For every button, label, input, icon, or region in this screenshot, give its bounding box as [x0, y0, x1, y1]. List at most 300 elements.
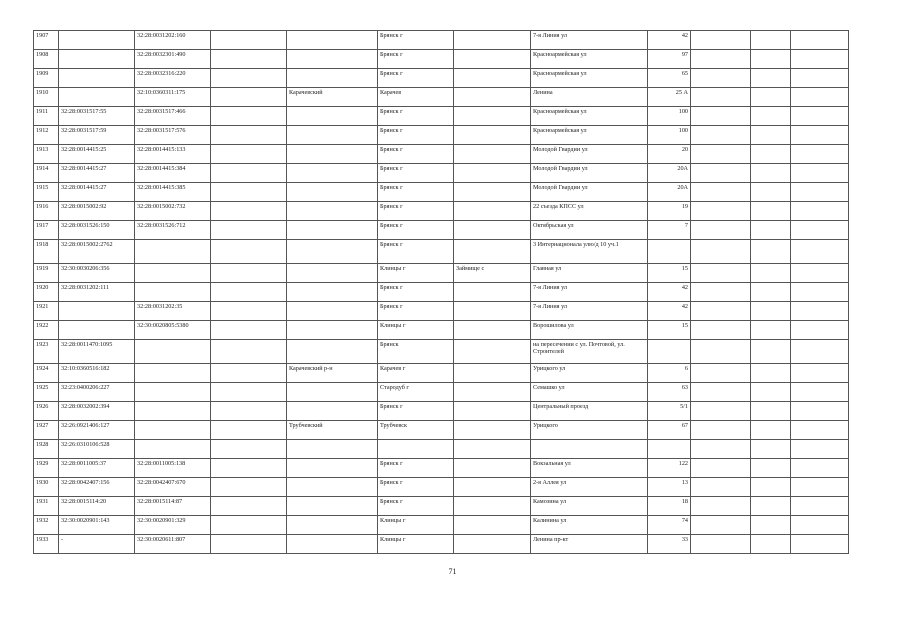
cadastral-number-building-cell: 32:28:0014415:133: [135, 145, 211, 164]
settlement-cell: Брянск г: [378, 145, 454, 164]
cadastral-number-building-cell: 32:30:0020901:329: [135, 516, 211, 535]
locality-cell: [454, 497, 531, 516]
extra-column-cell: [751, 264, 791, 283]
locality-cell: [454, 31, 531, 50]
cadastral-number-land-cell: 32:28:0011470:1095: [59, 340, 135, 364]
settlement-cell: [378, 440, 454, 459]
extra-column-cell: [791, 88, 849, 107]
extra-column-cell: [791, 202, 849, 221]
empty-column-cell: [211, 264, 287, 283]
extra-column-cell: [691, 440, 751, 459]
district-cell: [287, 302, 378, 321]
settlement-cell: Брянск г: [378, 283, 454, 302]
district-cell: [287, 69, 378, 88]
cadastral-number-land-cell: 32:26:0310106:528: [59, 440, 135, 459]
extra-column-cell: [691, 321, 751, 340]
extra-column-cell: [751, 478, 791, 497]
extra-column-cell: [691, 478, 751, 497]
extra-column-cell: [691, 459, 751, 478]
street-cell: [531, 440, 648, 459]
house-number-cell: 7: [648, 221, 691, 240]
extra-column-cell: [791, 459, 849, 478]
district-cell: [287, 264, 378, 283]
cadastral-number-land-cell: [59, 69, 135, 88]
district-cell: [287, 459, 378, 478]
row-number-cell: 1910: [34, 88, 59, 107]
table-row: [34, 478, 849, 497]
locality-cell: [454, 478, 531, 497]
extra-column-cell: [791, 264, 849, 283]
cadastral-number-building-cell: 32:10:0360311:175: [135, 88, 211, 107]
table-row: [34, 164, 849, 183]
row-number-cell: 1924: [34, 364, 59, 383]
empty-column-cell: [211, 88, 287, 107]
extra-column-cell: [691, 126, 751, 145]
street-cell: Красноармейская ул: [531, 107, 648, 126]
row-number-cell: 1917: [34, 221, 59, 240]
row-number-cell: 1915: [34, 183, 59, 202]
settlement-cell: Брянск г: [378, 31, 454, 50]
district-cell: [287, 31, 378, 50]
cadastral-number-land-cell: 32:28:0011005:37: [59, 459, 135, 478]
table-row: [34, 421, 849, 440]
extra-column-cell: [751, 535, 791, 554]
settlement-cell: Брянск г: [378, 107, 454, 126]
locality-cell: [454, 88, 531, 107]
row-number-cell: 1927: [34, 421, 59, 440]
extra-column-cell: [791, 164, 849, 183]
cadastral-number-land-cell: 32:28:0031202:111: [59, 283, 135, 302]
street-cell: Урицкого: [531, 421, 648, 440]
page-number: 71: [448, 567, 457, 576]
cadastral-number-building-cell: [135, 283, 211, 302]
row-number-cell: 1930: [34, 478, 59, 497]
extra-column-cell: [751, 221, 791, 240]
cadastral-number-land-cell: 32:28:0031517:55: [59, 107, 135, 126]
extra-column-cell: [751, 126, 791, 145]
street-cell: 3 Интернационала улю/д 10 уч.1: [531, 240, 648, 264]
row-number-cell: 1928: [34, 440, 59, 459]
locality-cell: [454, 50, 531, 69]
cadastral-number-building-cell: [135, 421, 211, 440]
street-cell: 7-я Линия ул: [531, 31, 648, 50]
table-row: [34, 364, 849, 383]
cadastral-number-land-cell: 32:28:0032002:394: [59, 402, 135, 421]
house-number-cell: [648, 240, 691, 264]
extra-column-cell: [751, 164, 791, 183]
extra-column-cell: [791, 50, 849, 69]
empty-column-cell: [211, 69, 287, 88]
house-number-cell: 42: [648, 302, 691, 321]
extra-column-cell: [791, 221, 849, 240]
settlement-cell: Клинцы г: [378, 535, 454, 554]
extra-column-cell: [751, 440, 791, 459]
house-number-cell: 122: [648, 459, 691, 478]
house-number-cell: 15: [648, 321, 691, 340]
street-cell: 7-я Линия ул: [531, 283, 648, 302]
empty-column-cell: [211, 421, 287, 440]
cadastral-number-land-cell: 32:28:0042407:156: [59, 478, 135, 497]
empty-column-cell: [211, 497, 287, 516]
house-number-cell: 42: [648, 31, 691, 50]
district-cell: [287, 497, 378, 516]
table-row: [34, 240, 849, 264]
table-row: [34, 302, 849, 321]
table-row: [34, 340, 849, 364]
locality-cell: [454, 340, 531, 364]
street-cell: Калинина ул: [531, 516, 648, 535]
street-cell: на пересечении с ул. Почтовой, ул. Строителей: [531, 340, 648, 364]
district-cell: [287, 321, 378, 340]
settlement-cell: Карачев г: [378, 364, 454, 383]
extra-column-cell: [791, 107, 849, 126]
extra-column-cell: [691, 69, 751, 88]
table-row: [34, 516, 849, 535]
house-number-cell: 97: [648, 50, 691, 69]
table-row: [34, 321, 849, 340]
extra-column-cell: [791, 321, 849, 340]
extra-column-cell: [751, 302, 791, 321]
cadastral-number-land-cell: 32:28:0015002:2762: [59, 240, 135, 264]
settlement-cell: Брянск г: [378, 69, 454, 88]
street-cell: Вокзальная ул: [531, 459, 648, 478]
cadastral-number-land-cell: 32:28:0014415:25: [59, 145, 135, 164]
extra-column-cell: [751, 340, 791, 364]
locality-cell: [454, 240, 531, 264]
house-number-cell: 20А: [648, 183, 691, 202]
extra-column-cell: [751, 402, 791, 421]
table-body: [34, 31, 849, 554]
table-row: [34, 183, 849, 202]
cadastral-number-land-cell: 32:28:0014415:27: [59, 183, 135, 202]
cadastral-number-land-cell: 32:30:0030206:356: [59, 264, 135, 283]
district-cell: [287, 50, 378, 69]
house-number-cell: 74: [648, 516, 691, 535]
row-number-cell: 1925: [34, 383, 59, 402]
district-cell: Карачевский р-н: [287, 364, 378, 383]
house-number-cell: 5/1: [648, 402, 691, 421]
empty-column-cell: [211, 50, 287, 69]
extra-column-cell: [791, 302, 849, 321]
extra-column-cell: [691, 302, 751, 321]
cadastral-number-building-cell: 32:28:0042407:670: [135, 478, 211, 497]
locality-cell: [454, 145, 531, 164]
table-row: [34, 107, 849, 126]
extra-column-cell: [751, 383, 791, 402]
cadastral-number-land-cell: 32:28:0031517:59: [59, 126, 135, 145]
street-cell: 2-я Аллея ул: [531, 478, 648, 497]
house-number-cell: 67: [648, 421, 691, 440]
table-row: [34, 88, 849, 107]
house-number-cell: 20: [648, 145, 691, 164]
locality-cell: [454, 459, 531, 478]
district-cell: [287, 535, 378, 554]
cadastral-number-building-cell: 32:28:0014415:384: [135, 164, 211, 183]
extra-column-cell: [751, 31, 791, 50]
row-number-cell: 1916: [34, 202, 59, 221]
extra-column-cell: [691, 283, 751, 302]
row-number-cell: 1926: [34, 402, 59, 421]
row-number-cell: 1907: [34, 31, 59, 50]
extra-column-cell: [691, 50, 751, 69]
cadastral-number-land-cell: 32:26:0921406:127: [59, 421, 135, 440]
extra-column-cell: [791, 402, 849, 421]
extra-column-cell: [751, 497, 791, 516]
extra-column-cell: [791, 421, 849, 440]
table-row: [34, 402, 849, 421]
settlement-cell: Брянск г: [378, 164, 454, 183]
house-number-cell: 6: [648, 364, 691, 383]
row-number-cell: 1918: [34, 240, 59, 264]
extra-column-cell: [751, 240, 791, 264]
district-cell: [287, 478, 378, 497]
extra-column-cell: [791, 364, 849, 383]
extra-column-cell: [751, 283, 791, 302]
district-cell: [287, 107, 378, 126]
district-cell: [287, 126, 378, 145]
street-cell: Главная ул: [531, 264, 648, 283]
table-row: [34, 221, 849, 240]
settlement-cell: Брянск г: [378, 50, 454, 69]
empty-column-cell: [211, 459, 287, 478]
extra-column-cell: [791, 69, 849, 88]
cadastral-number-land-cell: [59, 31, 135, 50]
locality-cell: [454, 321, 531, 340]
district-cell: [287, 402, 378, 421]
district-cell: [287, 283, 378, 302]
extra-column-cell: [691, 402, 751, 421]
settlement-cell: Брянск г: [378, 126, 454, 145]
extra-column-cell: [751, 69, 791, 88]
street-cell: Октябрьская ул: [531, 221, 648, 240]
house-number-cell: 100: [648, 126, 691, 145]
row-number-cell: 1923: [34, 340, 59, 364]
cadastral-number-building-cell: 32:28:0031517:466: [135, 107, 211, 126]
table-row: [34, 126, 849, 145]
table-row: [34, 264, 849, 283]
empty-column-cell: [211, 302, 287, 321]
empty-column-cell: [211, 31, 287, 50]
locality-cell: [454, 221, 531, 240]
table-row: [34, 31, 849, 50]
empty-column-cell: [211, 383, 287, 402]
table-row: [34, 440, 849, 459]
cadastral-number-building-cell: 32:28:0031202:160: [135, 31, 211, 50]
street-cell: Ленина пр-кт: [531, 535, 648, 554]
cadastral-number-building-cell: 32:30:0020805:5380: [135, 321, 211, 340]
settlement-cell: Брянск г: [378, 240, 454, 264]
locality-cell: [454, 183, 531, 202]
district-cell: [287, 202, 378, 221]
table-row: [34, 145, 849, 164]
cadastral-number-building-cell: 32:28:0015002:732: [135, 202, 211, 221]
cadastral-number-building-cell: 32:28:0015114:87: [135, 497, 211, 516]
cadastral-number-building-cell: [135, 240, 211, 264]
settlement-cell: Брянск г: [378, 497, 454, 516]
extra-column-cell: [791, 340, 849, 364]
settlement-cell: Клинцы г: [378, 321, 454, 340]
locality-cell: [454, 421, 531, 440]
locality-cell: [454, 283, 531, 302]
row-number-cell: 1921: [34, 302, 59, 321]
locality-cell: [454, 535, 531, 554]
cadastral-number-land-cell: 32:10:0360516:182: [59, 364, 135, 383]
row-number-cell: 1922: [34, 321, 59, 340]
district-cell: [287, 383, 378, 402]
extra-column-cell: [751, 202, 791, 221]
cadastral-number-land-cell: [59, 302, 135, 321]
cadastral-number-building-cell: 32:28:0032301:490: [135, 50, 211, 69]
settlement-cell: Клинцы г: [378, 516, 454, 535]
settlement-cell: Трубчевск: [378, 421, 454, 440]
house-number-cell: 19: [648, 202, 691, 221]
cadastral-number-land-cell: -: [59, 535, 135, 554]
cadastral-number-building-cell: 32:28:0032316:220: [135, 69, 211, 88]
table-row: [34, 69, 849, 88]
extra-column-cell: [751, 50, 791, 69]
street-cell: Молодой Гвардии ул: [531, 145, 648, 164]
street-cell: Урицкого ул: [531, 364, 648, 383]
extra-column-cell: [791, 478, 849, 497]
house-number-cell: 63: [648, 383, 691, 402]
cadastral-number-building-cell: 32:28:0014415:385: [135, 183, 211, 202]
extra-column-cell: [791, 240, 849, 264]
cadastral-number-land-cell: [59, 321, 135, 340]
empty-column-cell: [211, 321, 287, 340]
cadastral-number-building-cell: [135, 264, 211, 283]
row-number-cell: 1929: [34, 459, 59, 478]
table-row: [34, 50, 849, 69]
street-cell: 7-я Линия ул: [531, 302, 648, 321]
district-cell: Трубчевский: [287, 421, 378, 440]
settlement-cell: Клинцы г: [378, 264, 454, 283]
cadastral-number-building-cell: [135, 440, 211, 459]
extra-column-cell: [691, 221, 751, 240]
row-number-cell: 1914: [34, 164, 59, 183]
settlement-cell: Карачев: [378, 88, 454, 107]
empty-column-cell: [211, 402, 287, 421]
extra-column-cell: [691, 145, 751, 164]
table-row: [34, 283, 849, 302]
extra-column-cell: [691, 164, 751, 183]
extra-column-cell: [791, 383, 849, 402]
cadastral-number-land-cell: 32:28:0015002:92: [59, 202, 135, 221]
extra-column-cell: [691, 88, 751, 107]
cadastral-number-land-cell: [59, 88, 135, 107]
locality-cell: Займище с: [454, 264, 531, 283]
extra-column-cell: [791, 283, 849, 302]
empty-column-cell: [211, 340, 287, 364]
locality-cell: [454, 202, 531, 221]
empty-column-cell: [211, 202, 287, 221]
extra-column-cell: [791, 183, 849, 202]
cadastral-number-building-cell: [135, 340, 211, 364]
house-number-cell: 13: [648, 478, 691, 497]
settlement-cell: Брянск г: [378, 202, 454, 221]
house-number-cell: [648, 340, 691, 364]
street-cell: Молодой Гвардии ул: [531, 183, 648, 202]
street-cell: Ворошилова ул: [531, 321, 648, 340]
locality-cell: [454, 516, 531, 535]
extra-column-cell: [751, 145, 791, 164]
cadastral-number-land-cell: 32:23:0400206:227: [59, 383, 135, 402]
cadastral-number-land-cell: 32:30:0020901:143: [59, 516, 135, 535]
cadastral-number-building-cell: 32:28:0031517:576: [135, 126, 211, 145]
settlement-cell: Брянск г: [378, 478, 454, 497]
table-row: [34, 459, 849, 478]
extra-column-cell: [691, 202, 751, 221]
district-cell: [287, 440, 378, 459]
district-cell: [287, 240, 378, 264]
extra-column-cell: [791, 126, 849, 145]
cadastral-number-land-cell: [59, 50, 135, 69]
empty-column-cell: [211, 364, 287, 383]
district-cell: Карачевский: [287, 88, 378, 107]
empty-column-cell: [211, 240, 287, 264]
settlement-cell: Стародуб г: [378, 383, 454, 402]
empty-column-cell: [211, 516, 287, 535]
district-cell: [287, 516, 378, 535]
extra-column-cell: [791, 497, 849, 516]
extra-column-cell: [791, 440, 849, 459]
table-row: [34, 383, 849, 402]
cadastral-number-land-cell: 32:28:0014415:27: [59, 164, 135, 183]
extra-column-cell: [791, 145, 849, 164]
house-number-cell: 33: [648, 535, 691, 554]
settlement-cell: Брянск г: [378, 183, 454, 202]
house-number-cell: [648, 440, 691, 459]
row-number-cell: 1912: [34, 126, 59, 145]
house-number-cell: 18: [648, 497, 691, 516]
locality-cell: [454, 126, 531, 145]
extra-column-cell: [751, 516, 791, 535]
street-cell: 22 съезда КПСС ул: [531, 202, 648, 221]
extra-column-cell: [751, 183, 791, 202]
cadastral-number-building-cell: 32:28:0031202:35: [135, 302, 211, 321]
row-number-cell: 1920: [34, 283, 59, 302]
extra-column-cell: [691, 183, 751, 202]
settlement-cell: Брянск г: [378, 302, 454, 321]
extra-column-cell: [751, 321, 791, 340]
house-number-cell: 100: [648, 107, 691, 126]
extra-column-cell: [691, 240, 751, 264]
street-cell: Красноармейская ул: [531, 126, 648, 145]
locality-cell: [454, 107, 531, 126]
locality-cell: [454, 402, 531, 421]
empty-column-cell: [211, 126, 287, 145]
street-cell: Молодой Гвардии ул: [531, 164, 648, 183]
row-number-cell: 1913: [34, 145, 59, 164]
street-cell: Камозина ул: [531, 497, 648, 516]
settlement-cell: Брянск г: [378, 221, 454, 240]
extra-column-cell: [691, 264, 751, 283]
district-cell: [287, 183, 378, 202]
registry-table: [33, 30, 849, 554]
house-number-cell: 42: [648, 283, 691, 302]
row-number-cell: 1932: [34, 516, 59, 535]
extra-column-cell: [751, 107, 791, 126]
cadastral-number-building-cell: 32:28:0011005:138: [135, 459, 211, 478]
extra-column-cell: [791, 516, 849, 535]
extra-column-cell: [791, 535, 849, 554]
house-number-cell: 65: [648, 69, 691, 88]
extra-column-cell: [751, 421, 791, 440]
extra-column-cell: [691, 340, 751, 364]
row-number-cell: 1931: [34, 497, 59, 516]
extra-column-cell: [691, 383, 751, 402]
district-cell: [287, 221, 378, 240]
street-cell: Красноармейская ул: [531, 69, 648, 88]
